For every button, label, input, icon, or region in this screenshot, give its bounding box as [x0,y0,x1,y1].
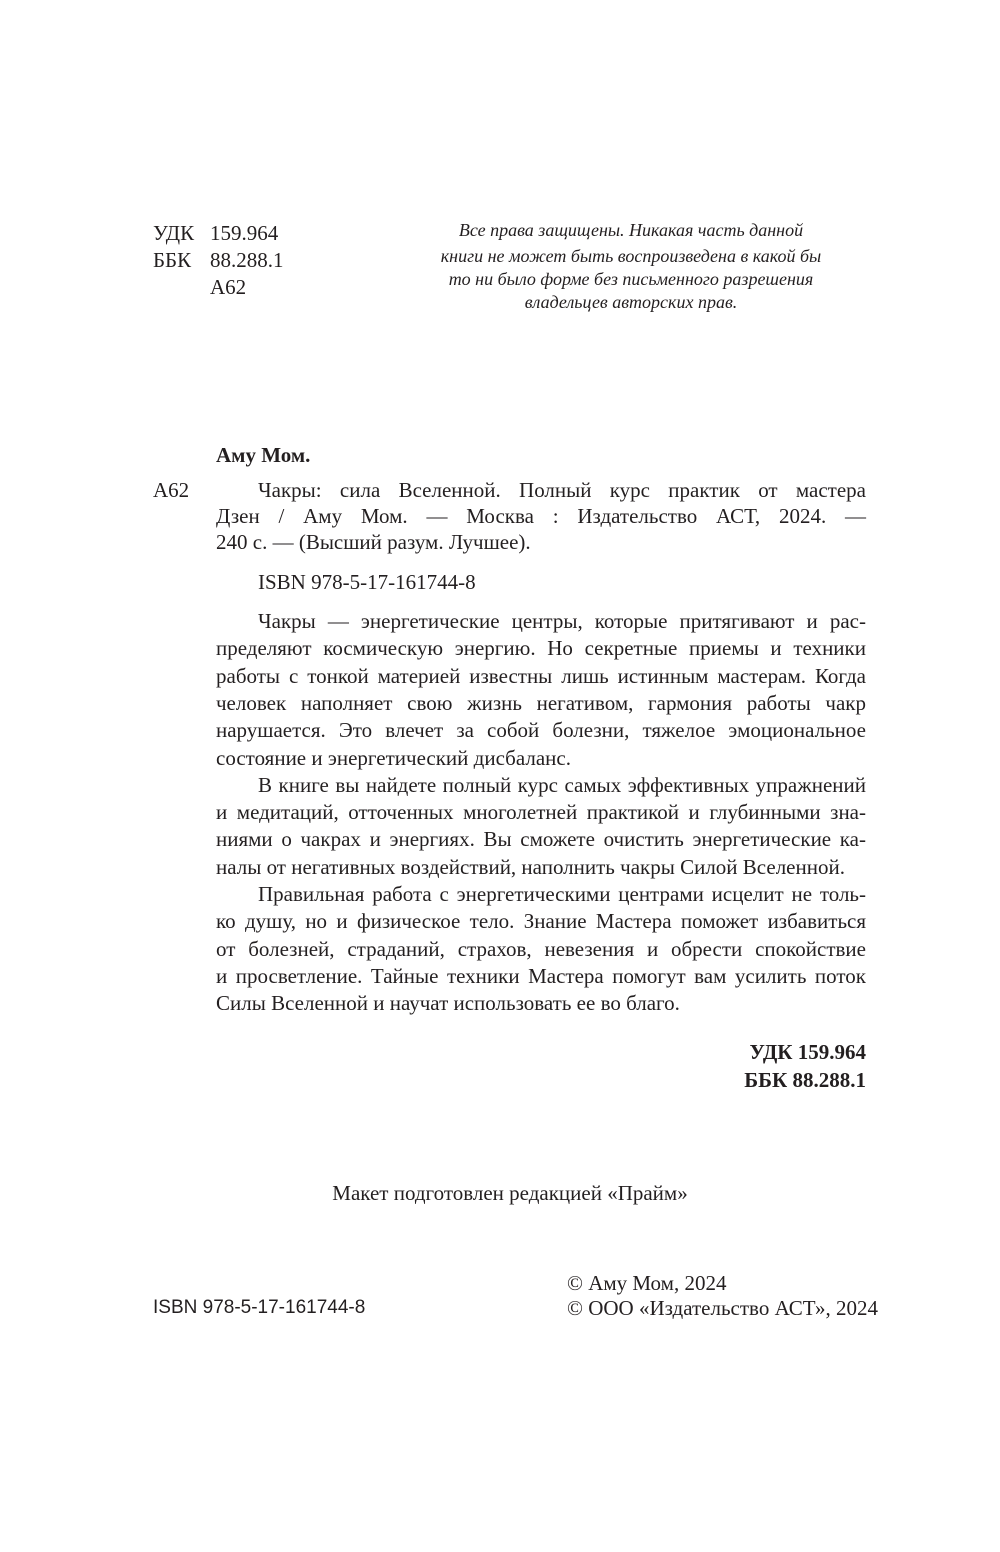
bbk-code: 88.288.1 [210,248,284,272]
record-isbn: ISBN 978-5-17-161744-8 [258,570,476,594]
rights-line: книги не может быть воспроизведена в какой бы [440,246,822,266]
footer-isbn: ISBN 978-5-17-161744-8 [153,1297,366,1318]
description-line: 240 с. — (Высший разум. Лучшее). [216,530,531,554]
description-line: Чакры: сила Вселенной. Полный курс практик от мастера [258,478,866,502]
annotation-line: работы с тонкой материей известны лишь истинным мастерам. Когда [216,663,866,688]
record-author-mark: А62 [153,478,190,502]
annotation-line: налы от негативных воздействий, наполнить чакры Силой Вселенной. [216,854,845,879]
annotation-line: от болезней, страданий, страхов, невезения и обрести спокойствие [216,936,866,961]
copyright-publisher: © ООО «Издательство АСТ», 2024 [567,1296,878,1320]
bbk-label: ББК [153,248,192,272]
author-mark: А62 [210,275,247,299]
rights-line: владельцев авторских прав. [524,292,738,312]
udk-code-bold: УДК 159.964 [749,1040,866,1064]
annotation-line: Силы Вселенной и научат использовать ее во благо. [216,991,680,1016]
annotation-line: Чакры — энергетические центры, которые притягивают и рас- [258,609,866,633]
annotation-line: и медитаций, отточенных многолетней практикой и глубинными зна- [216,800,866,825]
annotation-line: состояние и энергетический дисбаланс. [216,745,571,770]
annotation-line: пределяют космическую энергию. Но секретные приемы и техники [216,636,866,661]
bbk-code-bold: ББК 88.288.1 [744,1068,866,1092]
annotation-line: человек наполняет свою жизнь негативом, гармония работы чакр [216,690,866,715]
rights-line: то ни было форме без письменного разрешения [448,269,814,289]
layout-credit: Макет подготовлен редакцией «Прайм» [332,1181,688,1205]
udk-label: УДК [153,221,195,245]
copyright-author: © Аму Мом, 2024 [567,1271,727,1295]
annotation-line: В книге вы найдете полный курс самых эффективных упражнений [258,772,866,797]
annotation-line: ко душу, но и физическое тело. Знание Мастера поможет избавиться [216,909,866,934]
annotation-line: Правильная работа с энергетическими центрами исцелит не толь- [258,882,866,906]
author-heading: Аму Мом. [216,443,311,467]
annotation-line: и просветление. Тайные техники Мастера помогут вам усилить поток [216,963,866,988]
annotation-line: нарушается. Это влечет за собой болезни, тяжелое эмоциональное [216,718,866,743]
udk-code: 159.964 [210,221,279,245]
description-line: Дзен / Аму Мом. — Москва : Издательство АСТ, 2024. — [216,504,866,528]
annotation-line: ниями о чакрах и энергиях. Вы сможете очистить энергетические ка- [216,827,866,852]
rights-line: Все права защищены. Никакая часть данной [458,220,804,240]
